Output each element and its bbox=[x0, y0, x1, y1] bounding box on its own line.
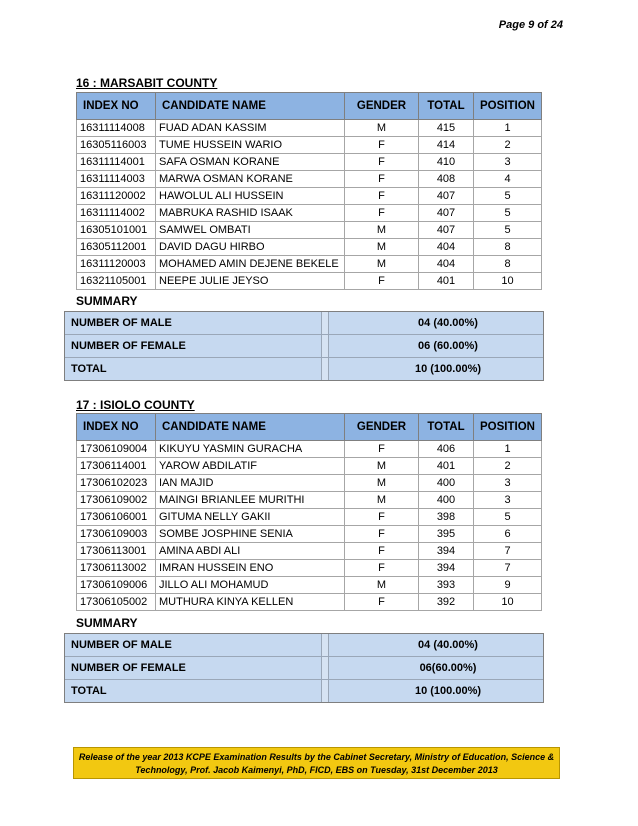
cell-gender: F bbox=[345, 560, 419, 577]
cell-total: 407 bbox=[419, 205, 474, 222]
cell-total: 408 bbox=[419, 171, 474, 188]
cell-gender: F bbox=[345, 171, 419, 188]
cell-index-no: 17306109006 bbox=[77, 577, 156, 594]
cell-index-no: 17306106001 bbox=[77, 509, 156, 526]
cell-position: 2 bbox=[474, 458, 542, 475]
cell-position: 5 bbox=[474, 509, 542, 526]
cell-total: 404 bbox=[419, 239, 474, 256]
summary-label: SUMMARY bbox=[76, 294, 138, 308]
summary-box bbox=[64, 311, 544, 381]
cell-index-no: 16305101001 bbox=[77, 222, 156, 239]
cell-candidate-name: JILLO ALI MOHAMUD bbox=[156, 577, 345, 594]
cell-gender: M bbox=[345, 475, 419, 492]
table-row bbox=[77, 239, 542, 256]
summary-row-label: NUMBER OF FEMALE bbox=[65, 657, 322, 679]
summary-row-value: 06 (60.00%) bbox=[418, 340, 478, 352]
cell-position: 10 bbox=[474, 273, 542, 290]
cell-position: 3 bbox=[474, 492, 542, 509]
table-row bbox=[77, 188, 542, 205]
cell-candidate-name: AMINA ABDI ALI bbox=[156, 543, 345, 560]
summary-divider bbox=[322, 634, 329, 656]
summary-row-value: 04 (40.00%) bbox=[418, 639, 478, 651]
summary-row bbox=[65, 634, 543, 656]
cell-position: 9 bbox=[474, 577, 542, 594]
cell-index-no: 17306109002 bbox=[77, 492, 156, 509]
cell-gender: F bbox=[345, 543, 419, 560]
cell-total: 415 bbox=[419, 120, 474, 137]
cell-index-no: 17306113001 bbox=[77, 543, 156, 560]
summary-divider bbox=[322, 335, 329, 357]
cell-candidate-name: MUTHURA KINYA KELLEN bbox=[156, 594, 345, 611]
results-table bbox=[76, 413, 542, 611]
cell-candidate-name: MARWA OSMAN KORANE bbox=[156, 171, 345, 188]
cell-index-no: 17306114001 bbox=[77, 458, 156, 475]
summary-row-label: TOTAL bbox=[65, 358, 322, 380]
summary-divider bbox=[322, 358, 329, 380]
table-row bbox=[77, 222, 542, 239]
summary-row-label: NUMBER OF FEMALE bbox=[65, 335, 322, 357]
release-footer bbox=[73, 747, 560, 779]
cell-candidate-name: FUAD ADAN KASSIM bbox=[156, 120, 345, 137]
cell-gender: F bbox=[345, 154, 419, 171]
table-row bbox=[77, 560, 542, 577]
cell-total: 404 bbox=[419, 256, 474, 273]
table-row bbox=[77, 458, 542, 475]
cell-index-no: 17306102023 bbox=[77, 475, 156, 492]
table-row bbox=[77, 577, 542, 594]
cell-gender: M bbox=[345, 256, 419, 273]
table-header-row bbox=[77, 93, 542, 120]
cell-position: 8 bbox=[474, 239, 542, 256]
cell-total: 394 bbox=[419, 560, 474, 577]
cell-candidate-name: SOMBE JOSPHINE SENIA bbox=[156, 526, 345, 543]
cell-candidate-name: IAN MAJID bbox=[156, 475, 345, 492]
table-row bbox=[77, 154, 542, 171]
summary-divider bbox=[322, 312, 329, 334]
cell-total: 400 bbox=[419, 475, 474, 492]
cell-position: 5 bbox=[474, 188, 542, 205]
cell-total: 392 bbox=[419, 594, 474, 611]
summary-row-label: NUMBER OF MALE bbox=[65, 634, 322, 656]
cell-total: 407 bbox=[419, 188, 474, 205]
cell-index-no: 17306109003 bbox=[77, 526, 156, 543]
table-row bbox=[77, 171, 542, 188]
cell-position: 2 bbox=[474, 137, 542, 154]
cell-index-no: 16311114008 bbox=[77, 120, 156, 137]
header-candidate-name: CANDIDATE NAME bbox=[156, 414, 345, 441]
cell-total: 398 bbox=[419, 509, 474, 526]
cell-candidate-name: KIKUYU YASMIN GURACHA bbox=[156, 441, 345, 458]
summary-row bbox=[65, 357, 543, 380]
footer-line-1: Release of the year 2013 KCPE Examination Results by the Cabinet Secretary, Ministry of Education, Science & bbox=[78, 752, 555, 762]
cell-index-no: 17306113002 bbox=[77, 560, 156, 577]
cell-candidate-name: YAROW ABDILATIF bbox=[156, 458, 345, 475]
cell-position: 7 bbox=[474, 560, 542, 577]
summary-row-value: 10 (100.00%) bbox=[414, 363, 482, 375]
cell-total: 401 bbox=[419, 273, 474, 290]
header-candidate-name: CANDIDATE NAME bbox=[156, 93, 345, 120]
cell-total: 395 bbox=[419, 526, 474, 543]
header-index-no: INDEX NO bbox=[77, 93, 156, 120]
table-row bbox=[77, 526, 542, 543]
cell-gender: M bbox=[345, 120, 419, 137]
cell-total: 407 bbox=[419, 222, 474, 239]
cell-position: 8 bbox=[474, 256, 542, 273]
summary-row bbox=[65, 334, 543, 357]
header-position: POSITION bbox=[474, 414, 542, 441]
cell-gender: F bbox=[345, 273, 419, 290]
table-row bbox=[77, 441, 542, 458]
cell-candidate-name: MOHAMED AMIN DEJENE BEKELE bbox=[156, 256, 345, 273]
summary-row-label: NUMBER OF MALE bbox=[65, 312, 322, 334]
summary-row-value: 10 (100.00%) bbox=[414, 685, 482, 697]
cell-position: 5 bbox=[474, 222, 542, 239]
cell-index-no: 16305112001 bbox=[77, 239, 156, 256]
county-title: 17 : ISIOLO COUNTY bbox=[76, 398, 195, 412]
cell-gender: F bbox=[345, 441, 419, 458]
table-header-row bbox=[77, 414, 542, 441]
cell-candidate-name: NEEPE JULIE JEYSO bbox=[156, 273, 345, 290]
table-row bbox=[77, 273, 542, 290]
cell-index-no: 16321105001 bbox=[77, 273, 156, 290]
cell-position: 6 bbox=[474, 526, 542, 543]
cell-position: 1 bbox=[474, 441, 542, 458]
cell-total: 400 bbox=[419, 492, 474, 509]
table-row bbox=[77, 492, 542, 509]
header-total: TOTAL bbox=[419, 93, 474, 120]
cell-index-no: 16305116003 bbox=[77, 137, 156, 154]
header-total: TOTAL bbox=[419, 414, 474, 441]
summary-box bbox=[64, 633, 544, 703]
cell-total: 401 bbox=[419, 458, 474, 475]
cell-position: 5 bbox=[474, 205, 542, 222]
table-row bbox=[77, 205, 542, 222]
cell-gender: M bbox=[345, 222, 419, 239]
cell-total: 414 bbox=[419, 137, 474, 154]
table-row bbox=[77, 120, 542, 137]
summary-row-value: 06(60.00%) bbox=[419, 662, 477, 674]
cell-total: 406 bbox=[419, 441, 474, 458]
page-number: Page 9 of 24 bbox=[498, 19, 563, 31]
cell-index-no: 16311120003 bbox=[77, 256, 156, 273]
cell-position: 10 bbox=[474, 594, 542, 611]
cell-candidate-name: GITUMA NELLY GAKII bbox=[156, 509, 345, 526]
cell-index-no: 17306109004 bbox=[77, 441, 156, 458]
cell-gender: M bbox=[345, 577, 419, 594]
cell-index-no: 16311114001 bbox=[77, 154, 156, 171]
cell-index-no: 17306105002 bbox=[77, 594, 156, 611]
cell-candidate-name: SAFA OSMAN KORANE bbox=[156, 154, 345, 171]
cell-candidate-name: TUME HUSSEIN WARIO bbox=[156, 137, 345, 154]
cell-index-no: 16311114003 bbox=[77, 171, 156, 188]
cell-gender: F bbox=[345, 205, 419, 222]
cell-gender: F bbox=[345, 509, 419, 526]
header-gender: GENDER bbox=[345, 93, 419, 120]
cell-candidate-name: MAINGI BRIANLEE MURITHI bbox=[156, 492, 345, 509]
cell-position: 4 bbox=[474, 171, 542, 188]
table-row bbox=[77, 475, 542, 492]
cell-gender: F bbox=[345, 137, 419, 154]
cell-total: 394 bbox=[419, 543, 474, 560]
cell-gender: M bbox=[345, 492, 419, 509]
cell-total: 393 bbox=[419, 577, 474, 594]
summary-label: SUMMARY bbox=[76, 616, 138, 630]
footer-line-2: Technology, Prof. Jacob Kaimenyi, PhD, FICD, EBS on Tuesday, 31st December 2013 bbox=[135, 765, 498, 775]
table-row bbox=[77, 509, 542, 526]
summary-divider bbox=[322, 657, 329, 679]
cell-gender: F bbox=[345, 188, 419, 205]
cell-gender: M bbox=[345, 239, 419, 256]
header-position: POSITION bbox=[474, 93, 542, 120]
table-row bbox=[77, 137, 542, 154]
table-row bbox=[77, 543, 542, 560]
cell-index-no: 16311114002 bbox=[77, 205, 156, 222]
cell-gender: F bbox=[345, 526, 419, 543]
cell-candidate-name: MABRUKA RASHID ISAAK bbox=[156, 205, 345, 222]
table-row bbox=[77, 256, 542, 273]
cell-index-no: 16311120002 bbox=[77, 188, 156, 205]
summary-row bbox=[65, 656, 543, 679]
table-row bbox=[77, 594, 542, 611]
summary-divider bbox=[322, 680, 329, 702]
cell-candidate-name: DAVID DAGU HIRBO bbox=[156, 239, 345, 256]
summary-row-value: 04 (40.00%) bbox=[418, 317, 478, 329]
cell-gender: F bbox=[345, 594, 419, 611]
cell-total: 410 bbox=[419, 154, 474, 171]
county-title: 16 : MARSABIT COUNTY bbox=[76, 76, 218, 90]
results-table bbox=[76, 92, 542, 290]
header-gender: GENDER bbox=[345, 414, 419, 441]
cell-gender: M bbox=[345, 458, 419, 475]
cell-candidate-name: IMRAN HUSSEIN ENO bbox=[156, 560, 345, 577]
summary-row bbox=[65, 679, 543, 702]
cell-position: 1 bbox=[474, 120, 542, 137]
summary-row-label: TOTAL bbox=[65, 680, 322, 702]
summary-row bbox=[65, 312, 543, 334]
cell-position: 3 bbox=[474, 475, 542, 492]
cell-position: 3 bbox=[474, 154, 542, 171]
header-index-no: INDEX NO bbox=[77, 414, 156, 441]
cell-candidate-name: SAMWEL OMBATI bbox=[156, 222, 345, 239]
cell-position: 7 bbox=[474, 543, 542, 560]
cell-candidate-name: HAWOLUL ALI HUSSEIN bbox=[156, 188, 345, 205]
